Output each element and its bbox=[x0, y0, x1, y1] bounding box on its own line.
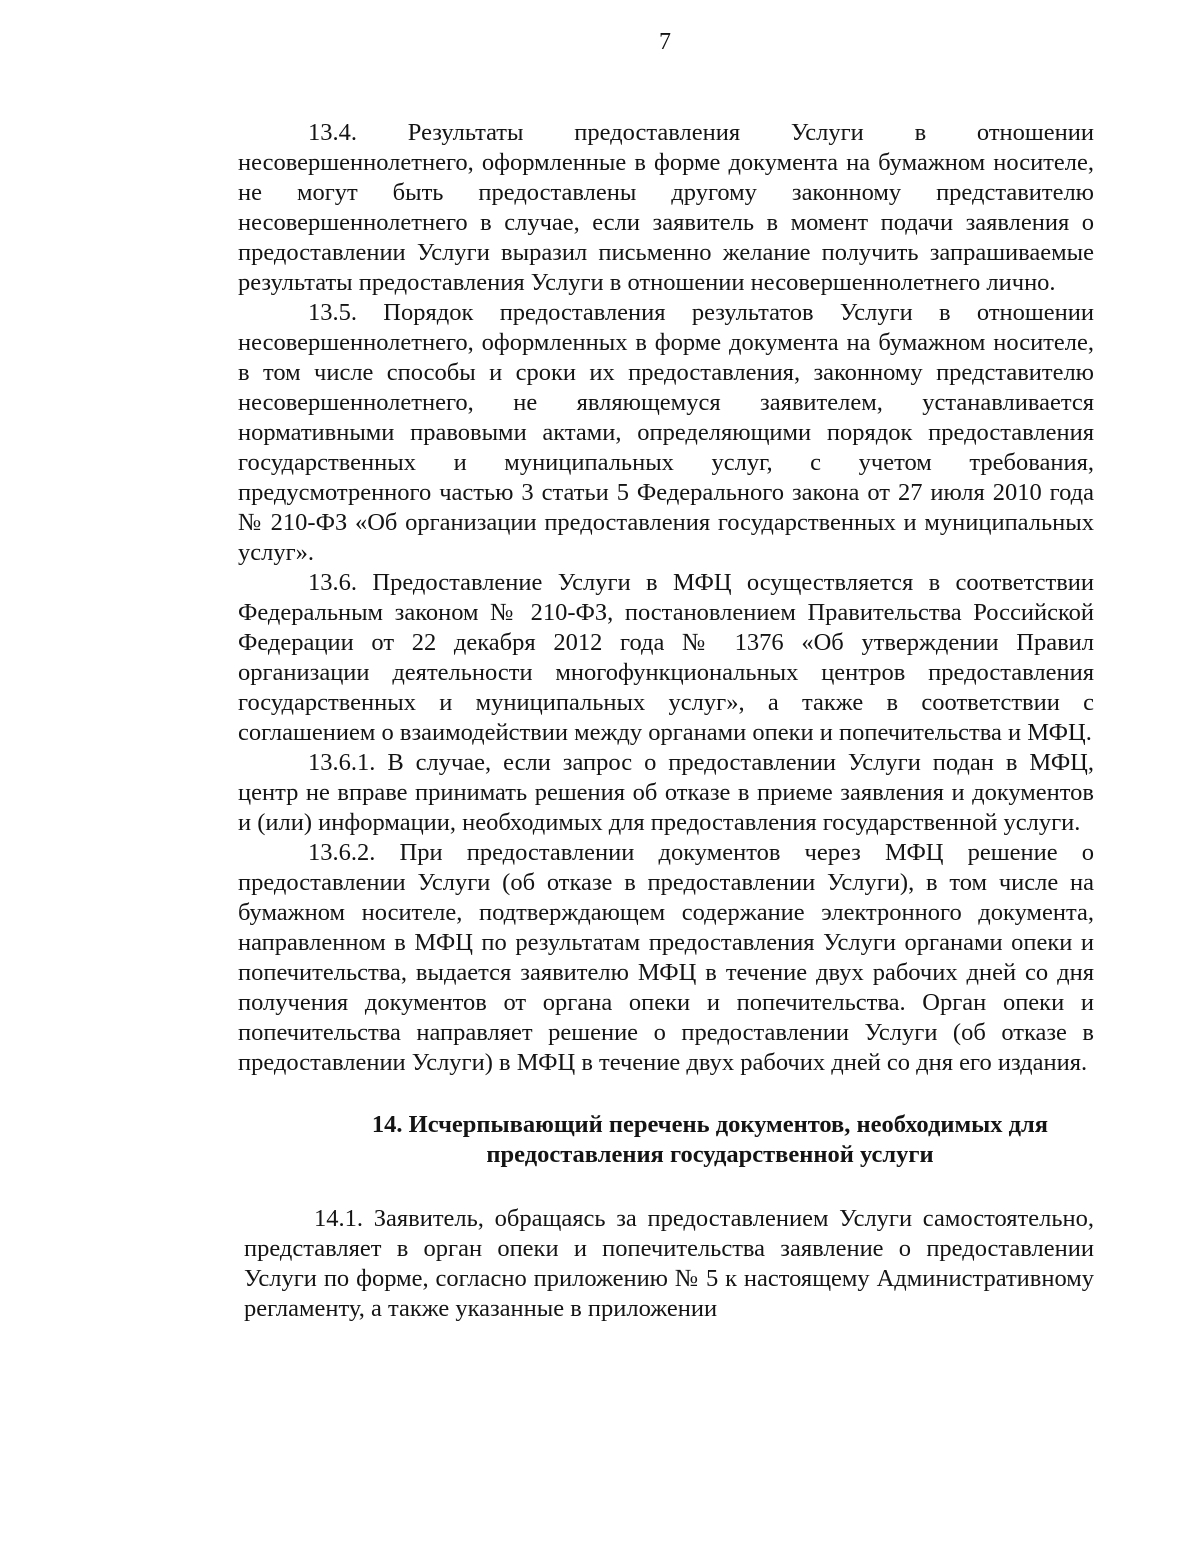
paragraph-13-6: 13.6. Предоставление Услуги в МФЦ осуществляется в соответствии Федеральным законом № 210-ФЗ, постановлением Правительства Российской Федерации от 22 декабря 2012 года № 1376 «Об утверждении Правил организации деятельности многофункциональных центров предоставления государственных и муниципальных услуг», а также в соответствии с соглашением о взаимодействии между органами опеки и попечительства и МФЦ. bbox=[238, 569, 1094, 746]
paragraph-13-5: 13.5. Порядок предоставления результатов Услуги в отношении несовершеннолетнего, оформленных в форме документа на бумажном носителе, в том числе способы и сроки их предоставления, законному представителю несовершеннолетнего, не являющемуся заявителем, устанавливается нормативными правовыми актами, определяющими порядок предоставления государственных и муниципальных услуг, с учетом требования, предусмотренного частью 3 статьи 5 Федерального закона от 27 июля 2010 года № 210-ФЗ «Об организации предоставления государственных и муниципальных услуг». bbox=[238, 299, 1094, 566]
document-body bbox=[238, 118, 1094, 1324]
section-heading-line-2: предоставления государственной услуги bbox=[486, 1141, 934, 1168]
section-14-body bbox=[238, 1204, 1094, 1324]
paragraph-14-1: 14.1. Заявитель, обращаясь за предоставлением Услуги самостоятельно, представляет в орган опеки и попечительства заявление о предоставлении Услуги по форме, согласно приложению № 5 к настоящему Административному регламенту, а также указанные в приложении bbox=[244, 1205, 1094, 1322]
paragraph-13-4: 13.4. Результаты предоставления Услуги в отношении несовершеннолетнего, оформленные в форме документа на бумажном носителе, не могут быть предоставлены другому законному представителю несовершеннолетнего в случае, если заявитель в момент подачи заявления о предоставлении Услуги выразил письменно желание получить запрашиваемые результаты предоставления Услуги в отношении несовершеннолетнего лично. bbox=[238, 119, 1094, 296]
section-heading-line-1: 14. Исчерпывающий перечень документов, необходимых для bbox=[371, 1111, 1049, 1138]
page-number: 7 bbox=[659, 29, 671, 55]
paragraph-13-6-1: 13.6.1. В случае, если запрос о предоставлении Услуги подан в МФЦ, центр не вправе принимать решения об отказе в приеме заявления и документов и (или) информации, необходимых для предоставления государственной услуги. bbox=[238, 749, 1094, 836]
section-14-heading bbox=[238, 1110, 1094, 1170]
paragraph-13-6-2: 13.6.2. При предоставлении документов через МФЦ решение о предоставлении Услуги (об отказе в предоставлении Услуги), в том числе на бумажном носителе, подтверждающем содержание электронного документа, направленном в МФЦ по результатам предоставления Услуги органами опеки и попечительства, выдается заявителю МФЦ в течение двух рабочих дней со дня получения документов от органа опеки и попечительства. Орган опеки и попечительства направляет решение о предоставлении Услуги (об отказе в предоставлении Услуги) в МФЦ в течение двух рабочих дней со дня его издания. bbox=[238, 839, 1094, 1076]
